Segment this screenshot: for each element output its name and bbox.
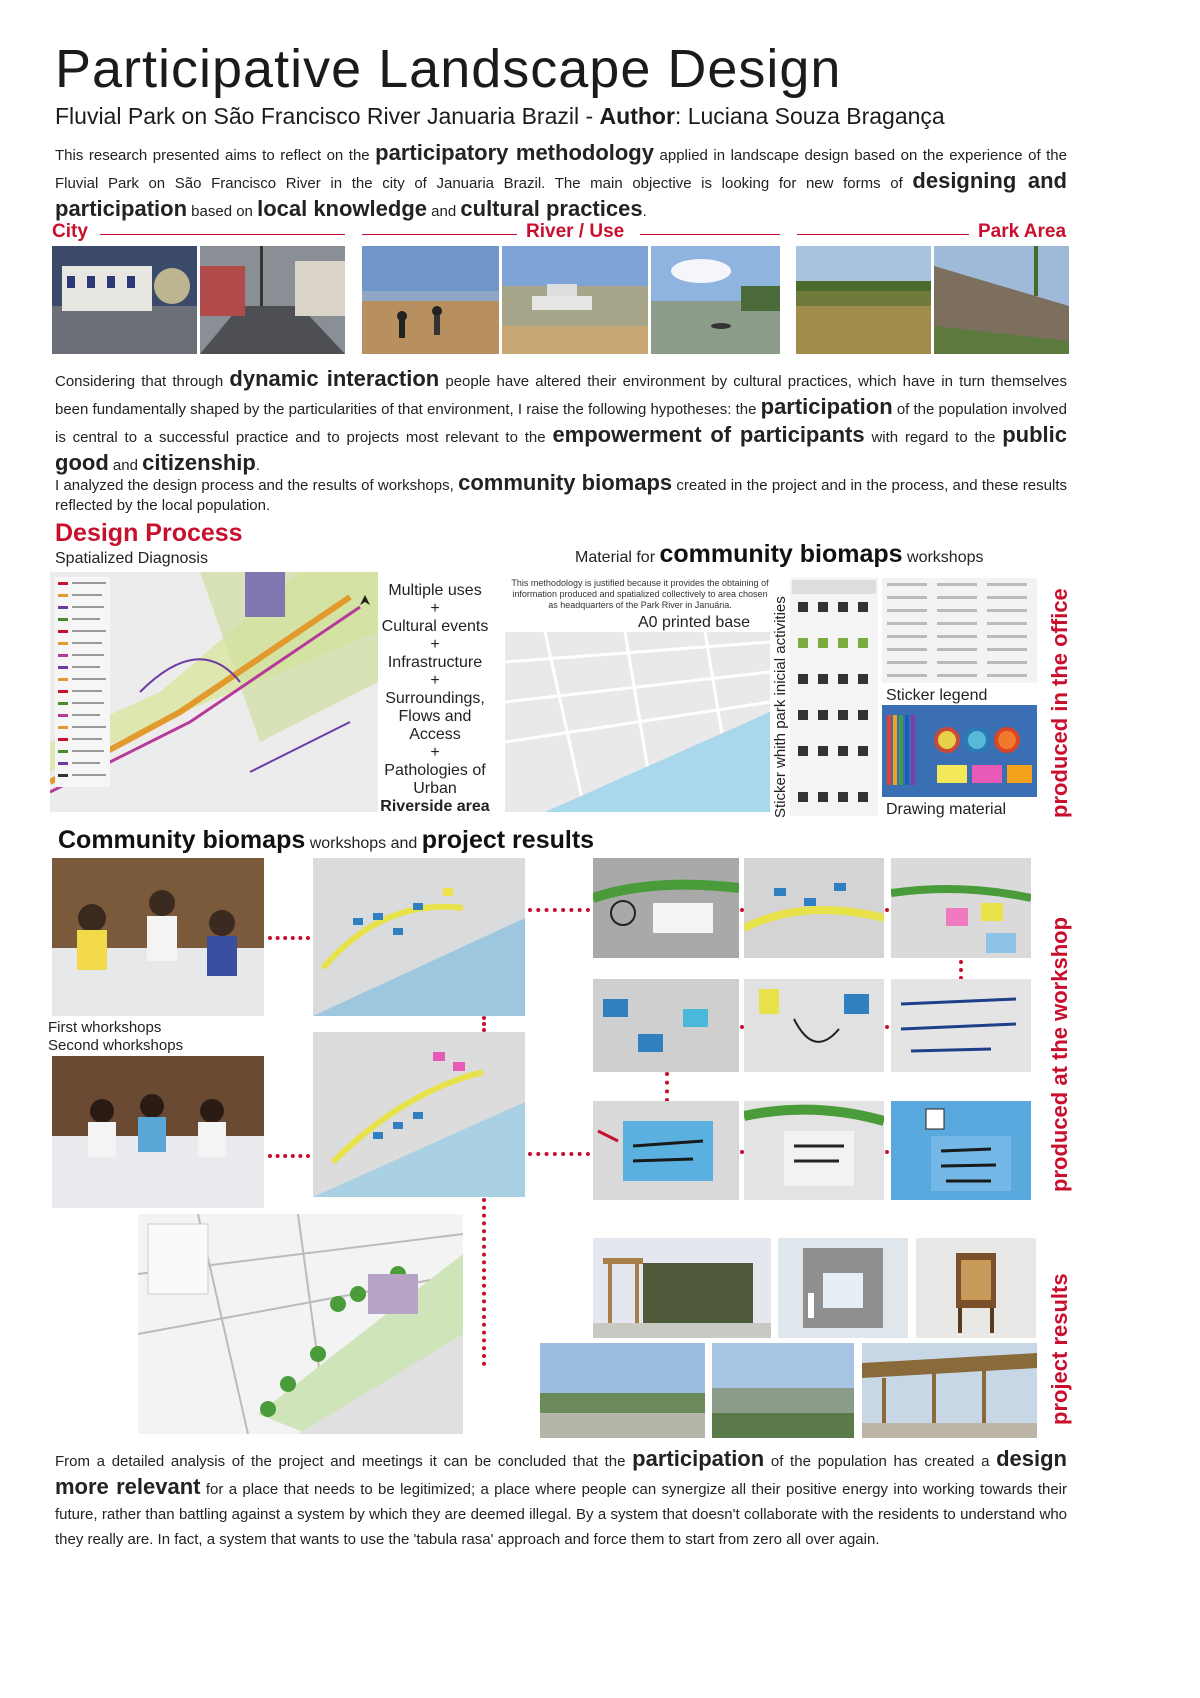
- uses-plus: +: [430, 636, 440, 653]
- poster-subtitle: [55, 103, 945, 130]
- uses-plus: +: [430, 744, 440, 761]
- uses-item: Cultural events: [381, 618, 489, 635]
- intro-bold-3: local knowledge: [257, 196, 428, 221]
- subtitle-author: : Luciana Souza Bragança: [674, 103, 945, 129]
- second-workshops-label: Second whorkshops: [48, 1037, 184, 1054]
- design-process-heading: Design Process: [55, 519, 243, 547]
- drawing-material-label: Drawing material: [886, 801, 1007, 818]
- hyp-text-4: with regard to the: [864, 429, 1003, 446]
- detail-photo-4: [593, 979, 739, 1072]
- workshops-text-1: workshops and: [305, 835, 422, 852]
- hyp-bold-1: dynamic interaction: [229, 366, 440, 391]
- render-3: [916, 1238, 1036, 1338]
- connector: [528, 1152, 590, 1156]
- sticker-legend-label: Sticker legend: [886, 687, 988, 704]
- intro-text-5: .: [642, 203, 647, 220]
- conc-text-3: for a place that needs to be legitimized; a place where people can synergize all their positive energy into working towards their future, rather than battling against a system by which they are deemed illegal. By a system that doesn't collaborate with the residents to understand who they really are. In fact, a system that wants to use the 'tabula rasa' approach and force them to start from zero all over again.: [55, 1481, 1068, 1548]
- detail-photo-9: [891, 1101, 1031, 1200]
- connector: [528, 908, 590, 912]
- workshop-vertical-label: produced at the workshop: [1047, 916, 1072, 1192]
- park-photo-2: [934, 246, 1069, 354]
- analysis-paragraph: [55, 470, 1067, 516]
- first-workshops-label: First whorkshops: [48, 1019, 162, 1036]
- conclusion-paragraph: [55, 1446, 1067, 1552]
- intro-bold-2: designing and participation: [55, 168, 1067, 221]
- connector: [482, 1198, 486, 1366]
- uses-plus: +: [430, 600, 440, 617]
- detail-photo-1: [593, 858, 739, 958]
- conc-bold-2: design more relevant: [55, 1446, 1067, 1499]
- connector: [268, 1154, 310, 1158]
- hyp-text-2: people have altered their environment by cultural practices, which have in turn themselves been fundamentally shaped by the particularities of that environment, I raise the following hypotheses: the: [55, 373, 1067, 418]
- intro-bold-1: participatory methodology: [375, 140, 654, 165]
- detail-photo-7: [593, 1101, 739, 1200]
- detail-photo-5: [744, 979, 884, 1072]
- workshop-biomap-1: [313, 858, 525, 1016]
- hyp-bold-4: public good: [55, 422, 1067, 475]
- render-5: [712, 1343, 854, 1438]
- render-4: [540, 1343, 705, 1438]
- uses-item: Pathologies of: [384, 762, 486, 779]
- render-1: [593, 1238, 771, 1338]
- detail-photo-6: [891, 979, 1031, 1072]
- results-vertical-label: project results: [1047, 1273, 1072, 1425]
- connector: [482, 1016, 486, 1032]
- connector: [665, 1072, 669, 1102]
- intro-bold-4: cultural practices: [460, 196, 643, 221]
- a0-base-map: [505, 632, 770, 812]
- workshops-bold-2: project results: [421, 826, 595, 854]
- uses-item: Flows and: [398, 708, 472, 725]
- divider-river-right: [640, 234, 780, 235]
- hyp-bold-6: community biomaps: [458, 470, 673, 495]
- intro-paragraph: [55, 140, 1067, 224]
- connector: [959, 960, 963, 980]
- park-photo-1: [796, 246, 931, 354]
- sticker-legend-sheet: [882, 578, 1037, 683]
- detail-photo-3: [891, 858, 1031, 958]
- detail-photo-2: [744, 858, 884, 958]
- hyp-text-8: created in the project and in the process, and these results reflected by the local population.: [55, 477, 1067, 514]
- intro-text-2: applied in landscape design based on the experience of the Fluvial Park on São Francisco River in the city of Januaria Brazil. The main objective is looking for new forms of: [55, 147, 1067, 192]
- workshop-biomap-2: [313, 1032, 525, 1197]
- divider-park: [797, 234, 969, 235]
- city-photo-2: [200, 246, 345, 354]
- hyp-bold-2: participation: [760, 394, 893, 419]
- render-2: [778, 1238, 908, 1338]
- subtitle-location: Fluvial Park on São Francisco River Januaria Brazil -: [55, 103, 600, 129]
- drawing-material-photo: [882, 705, 1037, 797]
- second-workshop-photo: [52, 1056, 264, 1208]
- uses-item: Urban: [413, 780, 457, 797]
- intro-text-4: and: [427, 203, 461, 220]
- a0-label: A0 printed base: [638, 614, 751, 631]
- river-photo-2: [502, 246, 648, 354]
- section-label-city: City: [52, 221, 88, 242]
- connector: [268, 936, 310, 940]
- intro-text-3: based on: [187, 203, 258, 220]
- river-photo-3: [651, 246, 780, 354]
- divider-city: [100, 234, 345, 235]
- uses-item: Multiple uses: [388, 582, 482, 599]
- hyp-text-3: of the population involved is central to a successful practice and to projects most relevant to the: [55, 401, 1067, 446]
- sticker-sheet: [790, 578, 878, 816]
- uses-list: [380, 582, 490, 816]
- diagnosis-map: [50, 572, 378, 812]
- office-vertical-label: produced in the office: [1047, 588, 1072, 818]
- material-pre: Material for: [575, 549, 660, 566]
- hyp-bold-5: citizenship: [142, 450, 256, 475]
- conc-bold-1: participation: [632, 1446, 765, 1471]
- hyp-text-5: and: [108, 457, 143, 474]
- material-heading: [575, 540, 983, 569]
- conc-text-2: of the population has created a: [764, 1453, 997, 1470]
- detail-photo-8: [744, 1101, 884, 1200]
- sticker-vertical-label: Sticker whith park inicial activities: [772, 596, 789, 818]
- section-label-park: Park Area: [978, 221, 1067, 242]
- north-arrow-icon: [360, 595, 370, 611]
- uses-plus: +: [430, 672, 440, 689]
- material-bold: community biomaps: [659, 540, 903, 568]
- workshops-heading: [58, 826, 594, 855]
- hyp-text-1: Considering that through: [55, 373, 230, 390]
- conc-text-1: From a detailed analysis of the project and meetings it can be concluded that the: [55, 1453, 633, 1470]
- river-photo-1: [362, 246, 499, 354]
- master-plan: [138, 1214, 463, 1434]
- uses-item-bold: Riverside area: [380, 798, 490, 815]
- poster-title: Participative Landscape Design: [55, 39, 842, 99]
- hyp-text-7: I analyzed the design process and the results of workshops,: [55, 477, 459, 494]
- intro-text-1: This research presented aims to reflect on the: [55, 147, 376, 164]
- uses-item: Access: [409, 726, 461, 743]
- method-note: This methodology is justified because it provides the obtaining of information produced and spatialized collectively to area chosen as headquarters of the Park River in Januária.: [511, 578, 769, 610]
- divider-river-left: [362, 234, 517, 235]
- workshops-bold-1: Community biomaps: [58, 826, 306, 854]
- subtitle-author-label: Author: [599, 103, 675, 129]
- city-photo-1: [52, 246, 197, 354]
- hyp-bold-3: empowerment of participants: [552, 422, 865, 447]
- hyp-text-6: .: [255, 457, 260, 474]
- material-post: workshops: [902, 549, 984, 566]
- section-label-river: River / Use: [526, 221, 625, 242]
- first-workshop-photo: [52, 858, 264, 1016]
- uses-item: Infrastructure: [387, 654, 483, 671]
- spatialized-diagnosis-label: Spatialized Diagnosis: [55, 550, 208, 567]
- render-6: [862, 1343, 1037, 1438]
- hypothesis-paragraph: [55, 366, 1067, 478]
- uses-item: Surroundings,: [385, 690, 485, 707]
